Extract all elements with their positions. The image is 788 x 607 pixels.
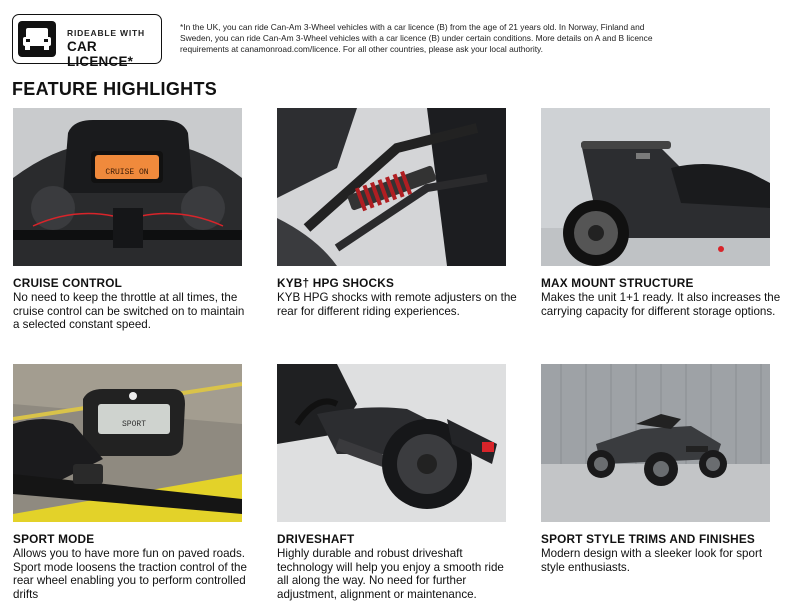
- feature-title: CRUISE CONTROL: [13, 276, 122, 290]
- feature-title: DRIVESHAFT: [277, 532, 355, 546]
- feature-card-sport-mode: [13, 364, 253, 601]
- feature-title: SPORT MODE: [13, 532, 95, 546]
- feature-card-driveshaft: [277, 364, 517, 601]
- kyb-shocks-image: [277, 108, 506, 266]
- feature-title: KYB† HPG SHOCKS: [277, 276, 395, 290]
- feature-description: KYB HPG shocks with remote adjusters on the rear for different riding experiences.: [277, 291, 517, 318]
- badge-title: CAR LICENCE*: [67, 39, 134, 69]
- page-title: FEATURE HIGHLIGHTS: [12, 79, 218, 99]
- sport-style-image: [541, 364, 770, 522]
- feature-description: No need to keep the throttle at all times, the cruise control can be switched on to maintain a selected constant speed.: [13, 291, 245, 331]
- licence-disclaimer: *In the UK, you can ride Can-Am 3-Wheel vehicles with a car licence (B) from the age of 21 years old. In Norway, Finland and Sweden, you can ride Can-Am 3-Wheel vehicles with a car licence (B) under certain conditions. More details on A and B licence requirements at canamonroad.com/licence. For all other countries, please ask your local authority.: [180, 22, 653, 55]
- max-mount-image: [541, 108, 770, 266]
- lcd-text: CRUISE ON: [105, 168, 149, 177]
- sport-mode-image: [13, 364, 242, 522]
- feature-title: MAX MOUNT STRUCTURE: [541, 276, 694, 290]
- feature-description: Highly durable and robust driveshaft technology will help you enjoy a smooth ride all along the way. No need for further adjustment, alignment or maintenance.: [277, 547, 504, 601]
- feature-card-sport-style: [541, 364, 781, 574]
- cruise-control-image: [13, 108, 242, 266]
- badge-subtitle: RIDEABLE WITH: [67, 28, 145, 38]
- feature-card-max-mount: [541, 108, 781, 318]
- lcd-text: SPORT: [121, 420, 147, 429]
- feature-card-cruise-control: [13, 108, 253, 332]
- feature-description: Modern design with a sleeker look for sport style enthusiasts.: [541, 547, 763, 574]
- feature-description: Makes the unit 1+1 ready. It also increases the carrying capacity for different storage options.: [541, 291, 781, 318]
- car-icon: [18, 21, 56, 57]
- feature-description: Allows you to have more fun on paved roads. Sport mode loosens the traction control of the rear wheel enabling you to perform controlled drifts: [13, 547, 247, 601]
- feature-card-kyb-shocks: [277, 108, 517, 318]
- feature-title: SPORT STYLE TRIMS AND FINISHES: [541, 532, 755, 546]
- driveshaft-image: [277, 364, 506, 522]
- licence-badge: [12, 14, 162, 69]
